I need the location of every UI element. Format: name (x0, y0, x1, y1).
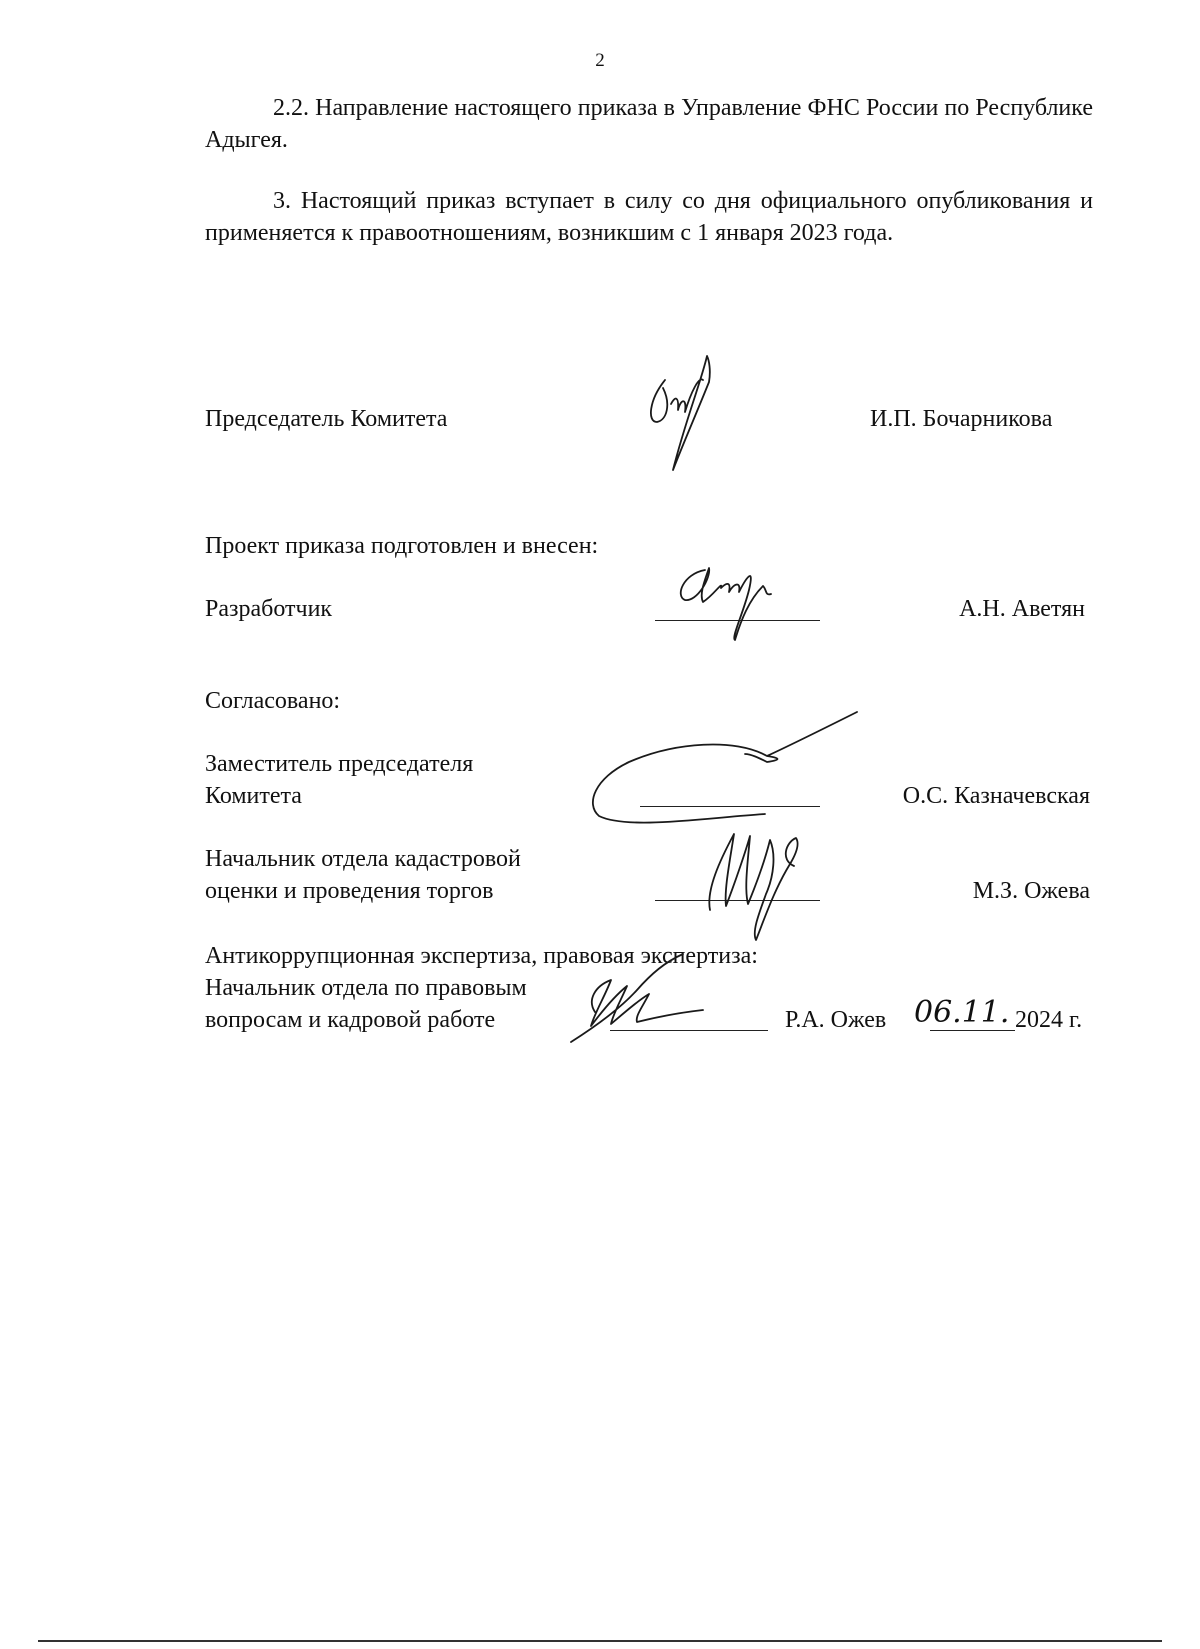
handwritten-date: 06.11. (914, 995, 1010, 1030)
legal-name: Р.А. Ожев (785, 1007, 887, 1033)
legal-title-line1: Начальник отдела по правовым (205, 975, 527, 1001)
page-number: 2 (595, 50, 605, 71)
legal-signature (565, 950, 740, 1050)
paragraph-3: 3. Настоящий приказ вступает в силу со дня официального опубликования и применяется к правоотношениям, возникшим с 1 января 2023 года. (205, 188, 1093, 246)
date-line (930, 1030, 1015, 1031)
paragraph-2-2: 2.2. Направление настоящего приказа в Управление ФНС России по Республике Адыгея. (205, 95, 1093, 153)
deputy-title-line2: Комитета (205, 783, 302, 809)
cadastral-signature (700, 820, 815, 945)
project-heading: Проект приказа подготовлен и внесен: (205, 533, 599, 559)
deputy-signature (585, 708, 865, 833)
chairman-name: И.П. Бочарникова (870, 406, 1053, 432)
deputy-name: О.С. Казначевская (902, 783, 1090, 809)
deputy-title-line1: Заместитель председателя (205, 751, 474, 777)
expertise-heading: Антикоррупционная экспертиза, правовая экспертиза: (205, 943, 758, 969)
legal-title-line2: вопросам и кадровой работе (205, 1007, 496, 1033)
date-year: 2024 г. (1015, 1007, 1083, 1033)
developer-title: Разработчик (205, 596, 333, 622)
page-bottom-edge (38, 1640, 1162, 1642)
chairman-signature (645, 352, 735, 477)
chairman-title: Председатель Комитета (205, 406, 448, 432)
developer-signature (675, 560, 805, 645)
cadastral-title-line2: оценки и проведения торгов (205, 878, 494, 904)
agreed-heading: Согласовано: (205, 688, 341, 714)
cadastral-name: М.З. Ожева (972, 878, 1090, 904)
cadastral-title-line1: Начальник отдела кадастровой (205, 846, 521, 872)
developer-name: А.Н. Аветян (959, 596, 1085, 622)
